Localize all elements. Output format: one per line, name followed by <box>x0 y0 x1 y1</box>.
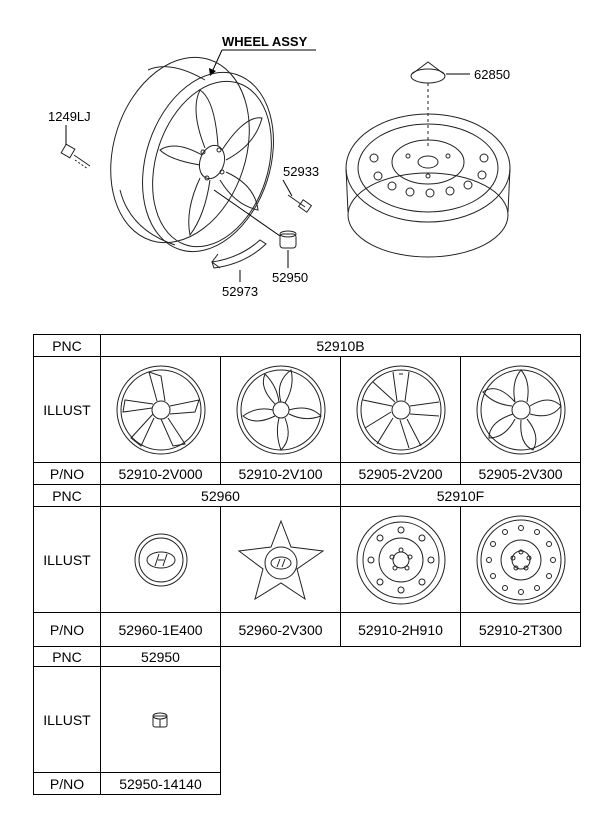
pno-value: 52910-2H910 <box>341 613 461 647</box>
pnc-value-52950: 52950 <box>101 647 221 667</box>
title-arrowhead <box>209 68 216 76</box>
wheel-assy-title: WHEEL ASSY <box>222 34 308 49</box>
alloy-wheel-drawing <box>88 39 296 268</box>
hub-cap-round-icon <box>101 507 221 613</box>
pno-value: 52910-2T300 <box>461 613 581 647</box>
illust-label: ILLUST <box>34 507 101 613</box>
pno-value: 52910-2V000 <box>101 463 221 485</box>
alloy-wheel-5-spoke-icon <box>101 357 221 463</box>
callout-1249lj: 1249LJ <box>48 109 91 124</box>
pno-label: P/NO <box>34 613 101 647</box>
alloy-wheel-wide-spoke-icon <box>461 357 581 463</box>
alloy-wheel-twist-spoke-icon <box>221 357 341 463</box>
valve-leader <box>283 180 292 196</box>
pno-row-3 <box>34 773 221 795</box>
pnc-row-2 <box>34 485 581 507</box>
illust-label: ILLUST <box>34 357 101 463</box>
pno-row-1 <box>34 463 581 485</box>
hub-cap-star-icon <box>221 507 341 613</box>
center-cap-part <box>411 62 445 148</box>
pno-label: P/NO <box>34 773 101 795</box>
wheel-assembly-diagram <box>0 0 600 330</box>
parts-table-main <box>33 334 581 647</box>
pnc-label: PNC <box>34 335 101 357</box>
spare-steel-wheel-drawing <box>346 114 510 257</box>
alloy-wheel-split-spoke-icon <box>341 357 461 463</box>
pno-value: 52950-14140 <box>101 773 221 795</box>
pno-row-2 <box>34 613 581 647</box>
lug-nut-icon <box>101 667 221 773</box>
lug-nut-part <box>280 231 296 248</box>
parts-table-lug-nut <box>33 646 221 795</box>
pno-value: 52905-2V200 <box>341 463 461 485</box>
illust-label: ILLUST <box>34 667 101 773</box>
bolt-part <box>61 144 90 169</box>
callout-52973: 52973 <box>222 284 259 299</box>
pno-value: 52905-2V300 <box>461 463 581 485</box>
pnc-value-52910f: 52910F <box>341 485 581 507</box>
valve-part <box>288 195 311 212</box>
pno-value: 52960-2V300 <box>221 613 341 647</box>
callout-52950: 52950 <box>272 270 309 285</box>
steel-wheel-alt-icon <box>461 507 581 613</box>
pnc-row-1 <box>34 335 581 357</box>
pno-label: P/NO <box>34 463 101 485</box>
pnc-label: PNC <box>34 485 101 507</box>
illust-row-1 <box>34 357 581 463</box>
pno-value: 52910-2V100 <box>221 463 341 485</box>
wheel-to-nut-leader <box>214 190 280 236</box>
pnc-value-52960: 52960 <box>101 485 341 507</box>
steel-wheel-icon <box>341 507 461 613</box>
pnc-value-52910b: 52910B <box>101 335 581 357</box>
callout-62850: 62850 <box>474 67 511 82</box>
callout-52933: 52933 <box>283 164 320 179</box>
pnc-row-3 <box>34 647 221 667</box>
illust-row-2 <box>34 507 581 613</box>
pnc-label: PNC <box>34 647 101 667</box>
pno-value: 52960-1E400 <box>101 613 221 647</box>
illust-row-3 <box>34 667 221 773</box>
